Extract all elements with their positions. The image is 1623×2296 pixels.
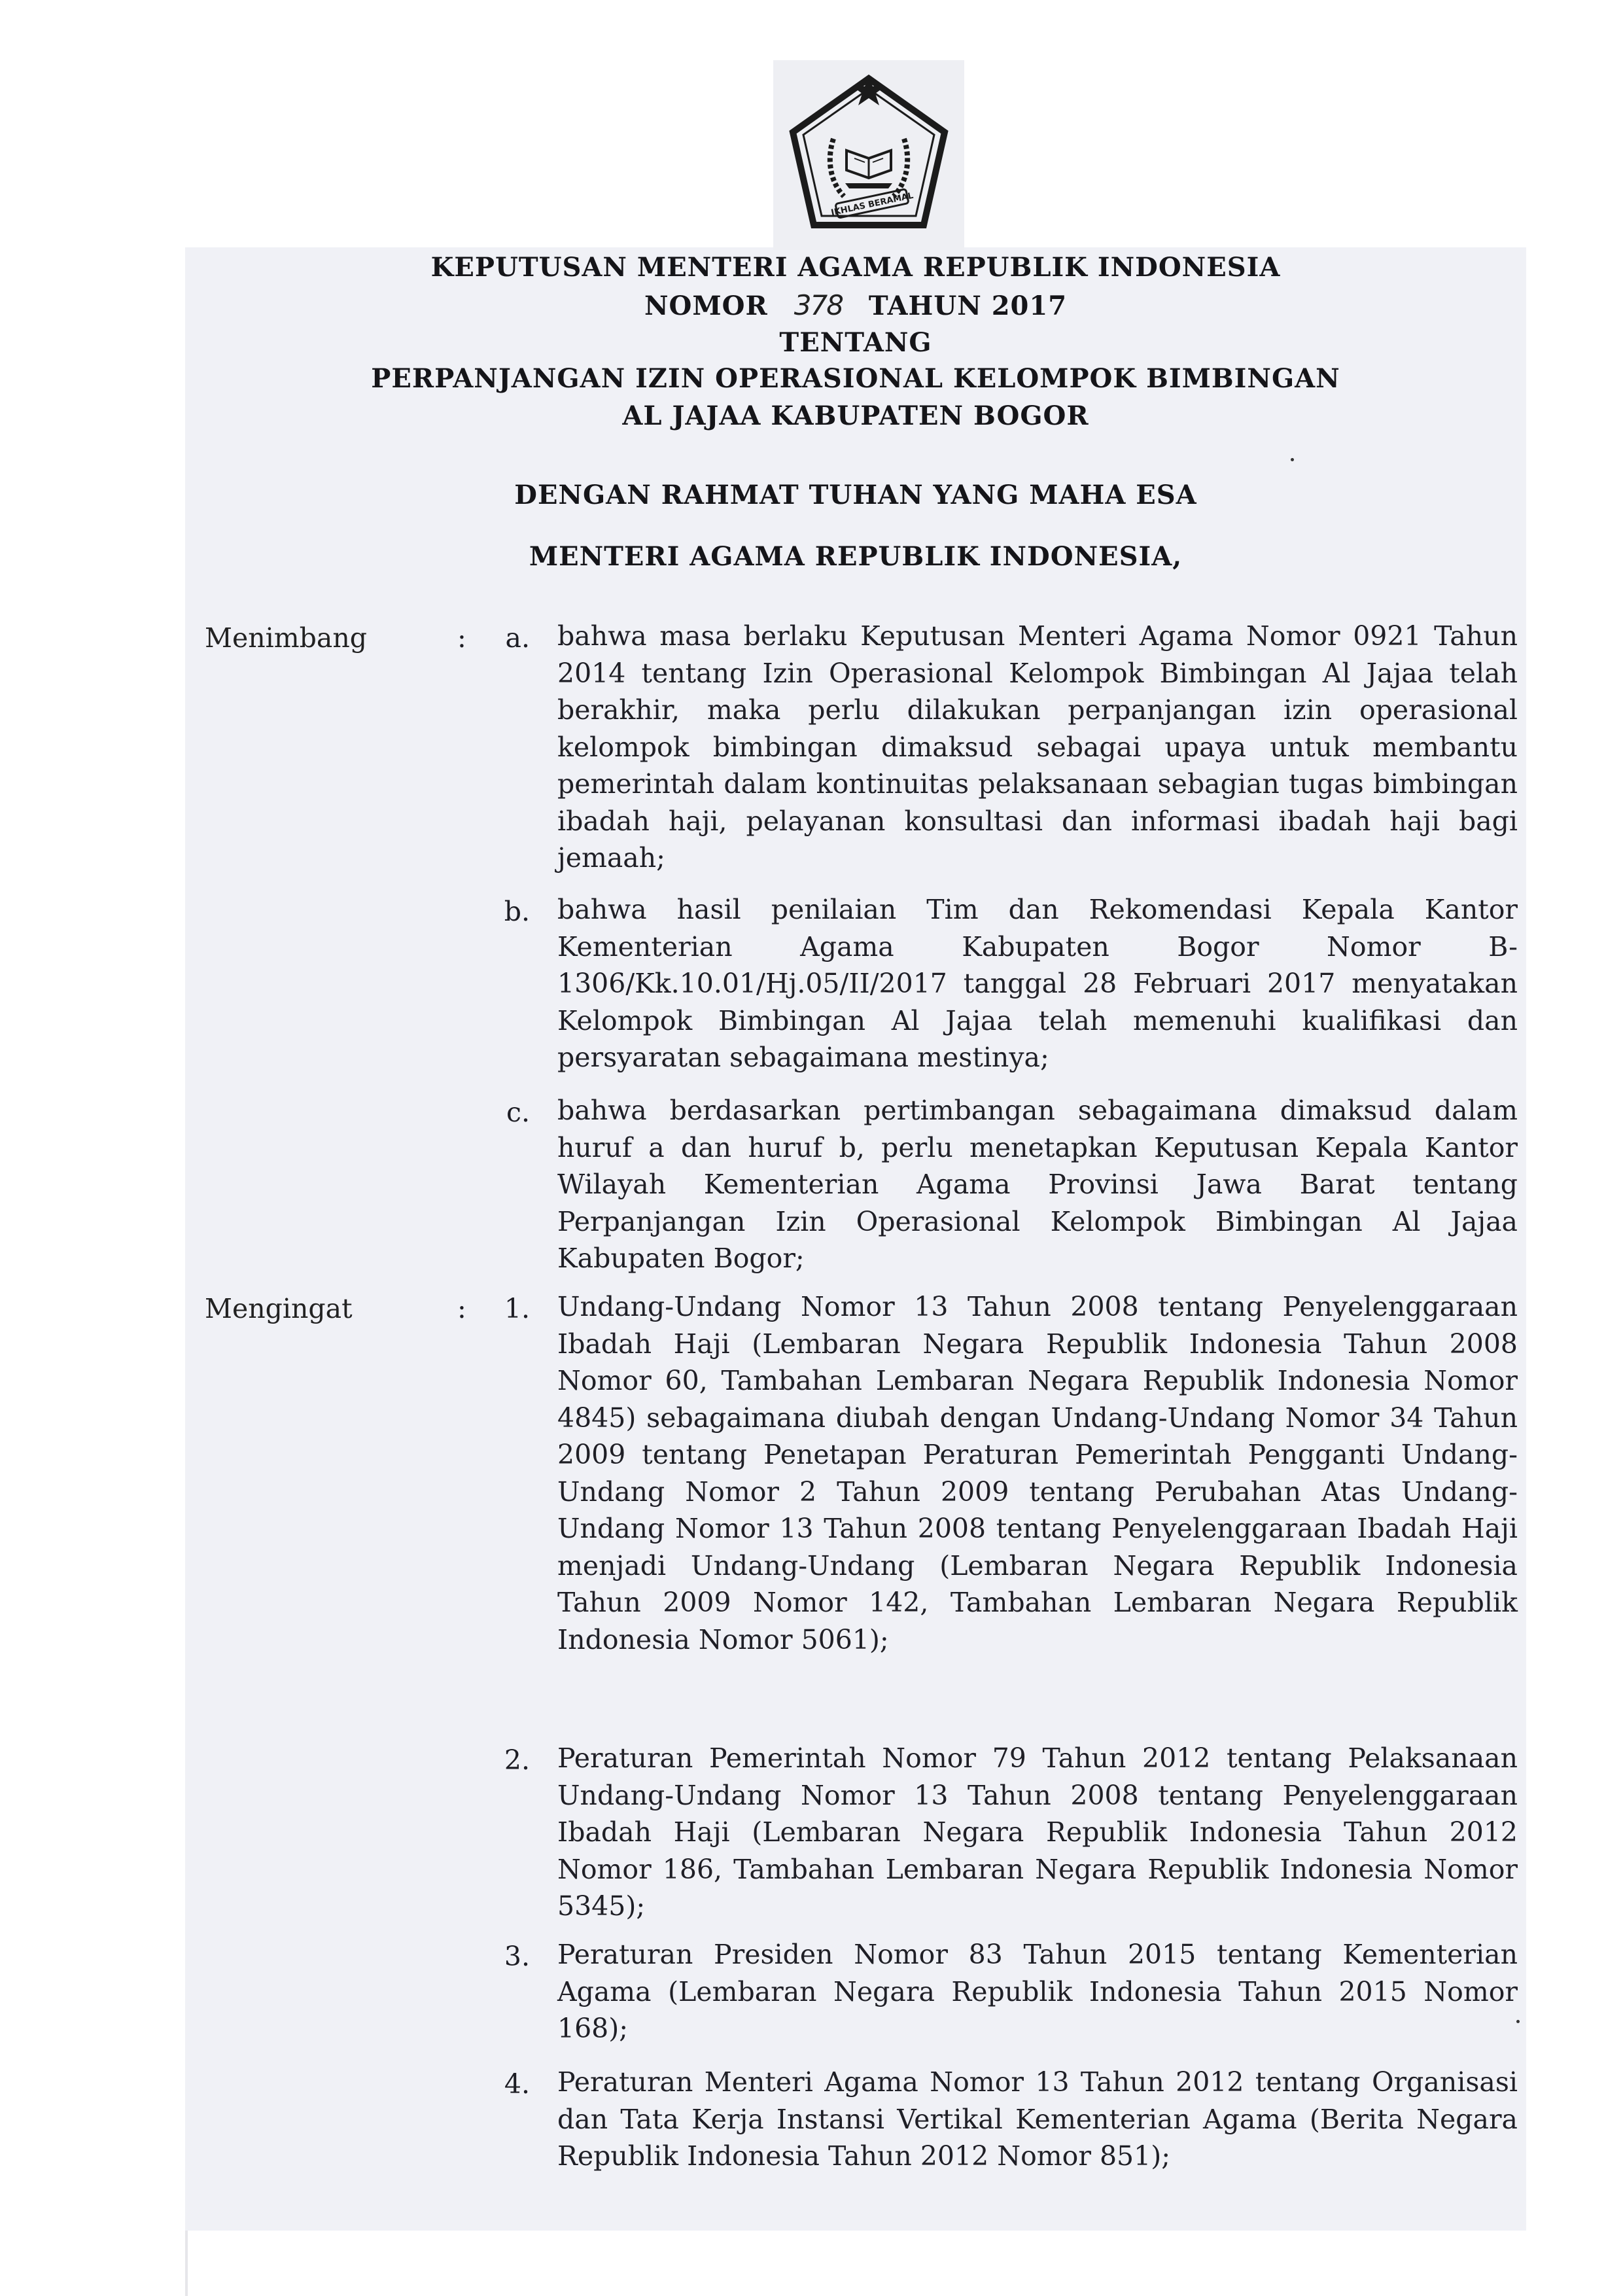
document-title: KEPUTUSAN MENTERI AGAMA REPUBLIK INDONESIA [430,252,1281,283]
mengingat-colon: : [457,1293,466,1324]
kementerian-agama-emblem-icon [773,60,964,250]
mengingat-marker-1: 1. [504,1293,530,1324]
mengingat-text-1: Undang-Undang Nomor 13 Tahun 2008 tentang Penyelenggaraan Ibadah Haji (Lembaran Negara Republik Indonesia Tahun 2008 Nomor 60, Tambahan Lembaran Negara Republik Indonesia Nomor 4845) sebagaimana diubah dengan Undang-Undang Nomor 34 Tahun 2009 tentang Penetapan Peraturan Pemerintah Pengganti Undang-Undang Nomor 2 Tahun 2009 tentang Perubahan Atas Undang-Undang Nomor 13 Tahun 2008 tentang Penyelenggaraan Ibadah Haji menjadi Undang-Undang (Lembaran Negara Republik Indonesia Tahun 2009 Nomor 142, Tambahan Lembaran Negara Republik Indonesia Nomor 5061); [557,1291,1518,1655]
tahun-label: TAHUN 2017 [868,291,1068,321]
menimbang-marker-b: b. [504,896,530,927]
nomor-number: 378 [794,289,843,321]
menimbang-text-b: bahwa hasil penilaian Tim dan Rekomendasi Kepala Kantor Kementerian Agama Kabupaten Bogor Nomor B-1306/Kk.10.01/Hj.05/II/2017 tanggal 28 Februari 2017 menyatakan Kelompok Bimbingan Al Jajaa telah memenuhi kualifikasi dan persyaratan sebagaimana mestinya; [557,894,1518,1073]
scan-speck [1291,458,1294,461]
menimbang-marker-a: a. [505,622,530,654]
menimbang-label: Menimbang [205,622,367,654]
menimbang-colon: : [457,622,466,654]
tentang-heading: TENTANG [779,327,932,358]
mengingat-text-3: Peraturan Presiden Nomor 83 Tahun 2015 tentang Kementerian Agama (Lembaran Negara Republik Indonesia Tahun 2015 Nomor 168); [557,1939,1518,2044]
mengingat-text-4: Peraturan Menteri Agama Nomor 13 Tahun 2012 tentang Organisasi dan Tata Kerja Instansi Vertikal Kementerian Agama (Berita Negara Republik Indonesia Tahun 2012 Nomor 851); [557,2066,1518,2172]
issuer-line: MENTERI AGAMA REPUBLIK INDONESIA, [529,541,1183,572]
invocation-line: DENGAN RAHMAT TUHAN YANG MAHA ESA [514,480,1197,510]
mengingat-marker-2: 2. [504,1744,530,1776]
mengingat-label: Mengingat [205,1293,353,1324]
menimbang-text-c: bahwa berdasarkan pertimbangan sebagaimana dimaksud dalam huruf a dan huruf b, perlu menetapkan Keputusan Kepala Kantor Wilayah Kementerian Agama Provinsi Jawa Barat tentang Perpanjangan Izin Operasional Kelompok Bimbingan Al Jajaa Kabupaten Bogor; [557,1095,1518,1274]
scan-edge [185,2231,188,2296]
mengingat-marker-3: 3. [504,1941,530,1972]
mengingat-text-2: Peraturan Pemerintah Nomor 79 Tahun 2012 tentang Pelaksanaan Undang-Undang Nomor 13 Tahun 2008 tentang Penyelenggaraan Ibadah Haji (Lembaran Negara Republik Indonesia Tahun 2012 Nomor 186, Tambahan Lembaran Negara Republik Indonesia Nomor 5345); [557,1742,1518,1922]
nomor-label: NOMOR [644,291,768,321]
document-number-line [185,289,1526,321]
subject-line-1: PERPANJANGAN IZIN OPERASIONAL KELOMPOK BIMBINGAN [371,363,1340,394]
subject-line-2: AL JAJAA KABUPATEN BOGOR [622,400,1089,431]
emblem-motto-text: IKHLAS BERAMAL [830,190,915,219]
menimbang-text-a: bahwa masa berlaku Keputusan Menteri Agama Nomor 0921 Tahun 2014 tentang Izin Operasional Kelompok Bimbingan Al Jajaa telah berakhir, maka perlu dilakukan perpanjangan izin operasional kelompok bimbingan dimaksud sebagai upaya untuk membantu pemerintah dalam kontinuitas pelaksanaan sebagian tugas bimbingan ibadah haji, pelayanan konsultasi dan informasi ibadah haji bagi jemaah; [557,620,1518,874]
menimbang-marker-c: c. [506,1097,530,1128]
mengingat-marker-4: 4. [504,2068,530,2100]
